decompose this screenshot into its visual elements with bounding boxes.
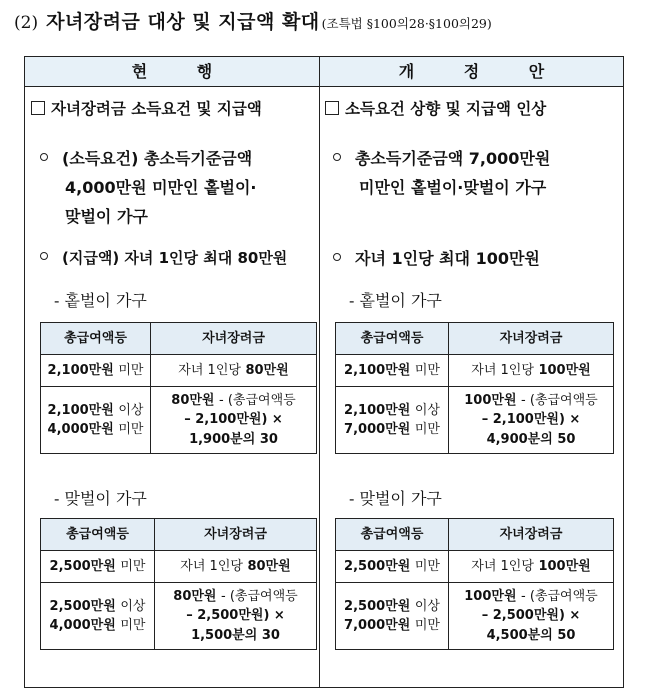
formula-base: 80만원	[173, 588, 217, 604]
formula-part1: - (총급여액등	[521, 588, 598, 604]
income-range-cell	[336, 583, 449, 650]
proposed-heading	[325, 101, 546, 118]
income-to-cond: 미만	[118, 422, 144, 437]
proposed-single-label: - 홑벌이 가구	[349, 291, 442, 310]
current-item1-line1: (소득요건) 총소득기준금액	[62, 149, 253, 168]
income-from-cond: 이상	[120, 598, 146, 614]
formula-cell	[449, 583, 614, 650]
proposed-dual-table	[335, 518, 614, 650]
proposed-item2	[333, 251, 540, 267]
header-cell-income: 총급여액등	[336, 323, 449, 355]
benefit-amount: 100만원	[538, 558, 591, 574]
income-cell	[41, 551, 155, 583]
income-to-cond: 미만	[414, 618, 440, 633]
circle-bullet-icon	[333, 253, 341, 261]
checkbox-square-icon	[31, 101, 45, 115]
income-condition: 미만	[120, 558, 146, 574]
current-heading-text: 자녀장려금 소득요건 및 지급액	[51, 100, 262, 118]
benefit-prefix: 자녀 1인당	[178, 362, 241, 378]
income-cell	[41, 355, 151, 387]
proposed-item2-text: 자녀 1인당 최대 100만원	[355, 249, 540, 268]
section-title: 자녀장려금 대상 및 지급액 확대	[46, 11, 320, 33]
legal-reference: (조특법 §100의28·§100의29)	[321, 16, 492, 31]
benefit-amount: 100만원	[538, 362, 591, 378]
income-to: 7,000만원	[344, 618, 411, 633]
income-cell	[336, 355, 449, 387]
column-header-proposed: 개 정 안	[398, 62, 567, 81]
formula-part3: 1,900분의 30	[189, 431, 278, 447]
header-cell-benefit: 자녀장려금	[449, 323, 614, 355]
column-header-current: 현 행	[131, 62, 235, 81]
benefit-cell	[449, 355, 614, 387]
current-item1	[40, 151, 252, 167]
formula-part1: - (총급여액등	[521, 392, 598, 408]
benefit-amount: 80만원	[245, 362, 289, 378]
income-from-cond: 이상	[414, 598, 440, 614]
formula-part2: – 2,100만원) ×	[481, 412, 581, 428]
formula-part3: 1,500분의 30	[191, 627, 280, 643]
proposed-heading-text: 소득요건 상향 및 지급액 인상	[345, 100, 547, 118]
section-number: (2)	[14, 13, 39, 33]
formula-part2: – 2,500만원) ×	[186, 608, 285, 624]
income-from: 2,100만원	[47, 402, 114, 418]
income-amount: 2,100만원	[344, 362, 411, 378]
benefit-cell	[155, 551, 317, 583]
benefit-cell	[151, 355, 317, 387]
circle-bullet-icon	[333, 153, 341, 161]
proposed-dual-label: - 맞벌이 가구	[349, 489, 442, 508]
checkbox-square-icon	[325, 101, 339, 115]
formula-part2: – 2,500만원) ×	[481, 608, 581, 624]
benefit-amount: 80만원	[247, 558, 291, 574]
income-amount: 2,500만원	[49, 558, 116, 574]
income-condition: 미만	[414, 558, 440, 574]
income-to: 4,000만원	[49, 618, 116, 633]
header-cell-benefit: 자녀장려금	[449, 519, 614, 551]
header-cell-income: 총급여액등	[336, 519, 449, 551]
formula-base: 100만원	[464, 588, 517, 604]
formula-part3: 4,900분의 50	[486, 431, 576, 447]
formula-cell	[449, 387, 614, 454]
benefit-cell	[449, 551, 614, 583]
current-single-label: - 홑벌이 가구	[54, 291, 147, 310]
current-item1-line3: 맞벌이 가구	[65, 207, 148, 226]
income-cell	[336, 551, 449, 583]
income-from: 2,500만원	[344, 598, 411, 614]
income-range-cell	[41, 583, 155, 650]
header-cell-income: 총급여액등	[41, 519, 155, 551]
current-item2	[40, 251, 287, 266]
income-amount: 2,500만원	[344, 558, 411, 574]
current-single-table	[40, 322, 317, 454]
income-from-cond: 이상	[118, 402, 144, 418]
circle-bullet-icon	[40, 153, 48, 161]
formula-part3: 4,500분의 50	[486, 627, 576, 643]
header-cell-benefit: 자녀장려금	[155, 519, 317, 551]
proposed-item1	[333, 151, 550, 167]
formula-base: 80만원	[171, 392, 215, 408]
formula-cell	[151, 387, 317, 454]
income-to-cond: 미만	[414, 422, 440, 437]
circle-bullet-icon	[40, 252, 48, 260]
formula-base: 100만원	[464, 392, 517, 408]
proposed-item1-line1: 총소득기준금액 7,000만원	[355, 149, 551, 168]
current-dual-label: - 맞벌이 가구	[54, 489, 147, 508]
formula-part2: – 2,100만원) ×	[184, 412, 283, 428]
formula-part1: - (총급여액등	[219, 392, 296, 408]
income-to: 4,000만원	[47, 422, 114, 437]
current-item2-text: (지급액) 자녀 1인당 최대 80만원	[62, 249, 288, 267]
income-from: 2,500만원	[49, 598, 116, 614]
benefit-prefix: 자녀 1인당	[471, 362, 534, 378]
income-condition: 미만	[118, 362, 144, 378]
proposed-single-table	[335, 322, 614, 454]
income-condition: 미만	[414, 362, 440, 378]
header-cell-benefit: 자녀장려금	[151, 323, 317, 355]
benefit-prefix: 자녀 1인당	[471, 558, 534, 574]
formula-cell	[155, 583, 317, 650]
document-title	[14, 7, 492, 34]
benefit-prefix: 자녀 1인당	[180, 558, 243, 574]
current-heading	[31, 101, 262, 118]
income-from: 2,100만원	[344, 402, 411, 418]
income-range-cell	[41, 387, 151, 454]
formula-part1: - (총급여액등	[221, 588, 298, 604]
income-to: 7,000만원	[344, 422, 411, 437]
income-amount: 2,100만원	[47, 362, 114, 378]
income-range-cell	[336, 387, 449, 454]
income-from-cond: 이상	[414, 402, 440, 418]
header-cell-income: 총급여액등	[41, 323, 151, 355]
current-item1-line2: 4,000만원 미만인 홑벌이·	[65, 178, 257, 197]
column-divider	[319, 56, 320, 688]
income-to-cond: 미만	[120, 618, 146, 633]
current-dual-table	[40, 518, 317, 650]
proposed-item1-line2: 미만인 홑벌이·맞벌이 가구	[359, 178, 547, 197]
